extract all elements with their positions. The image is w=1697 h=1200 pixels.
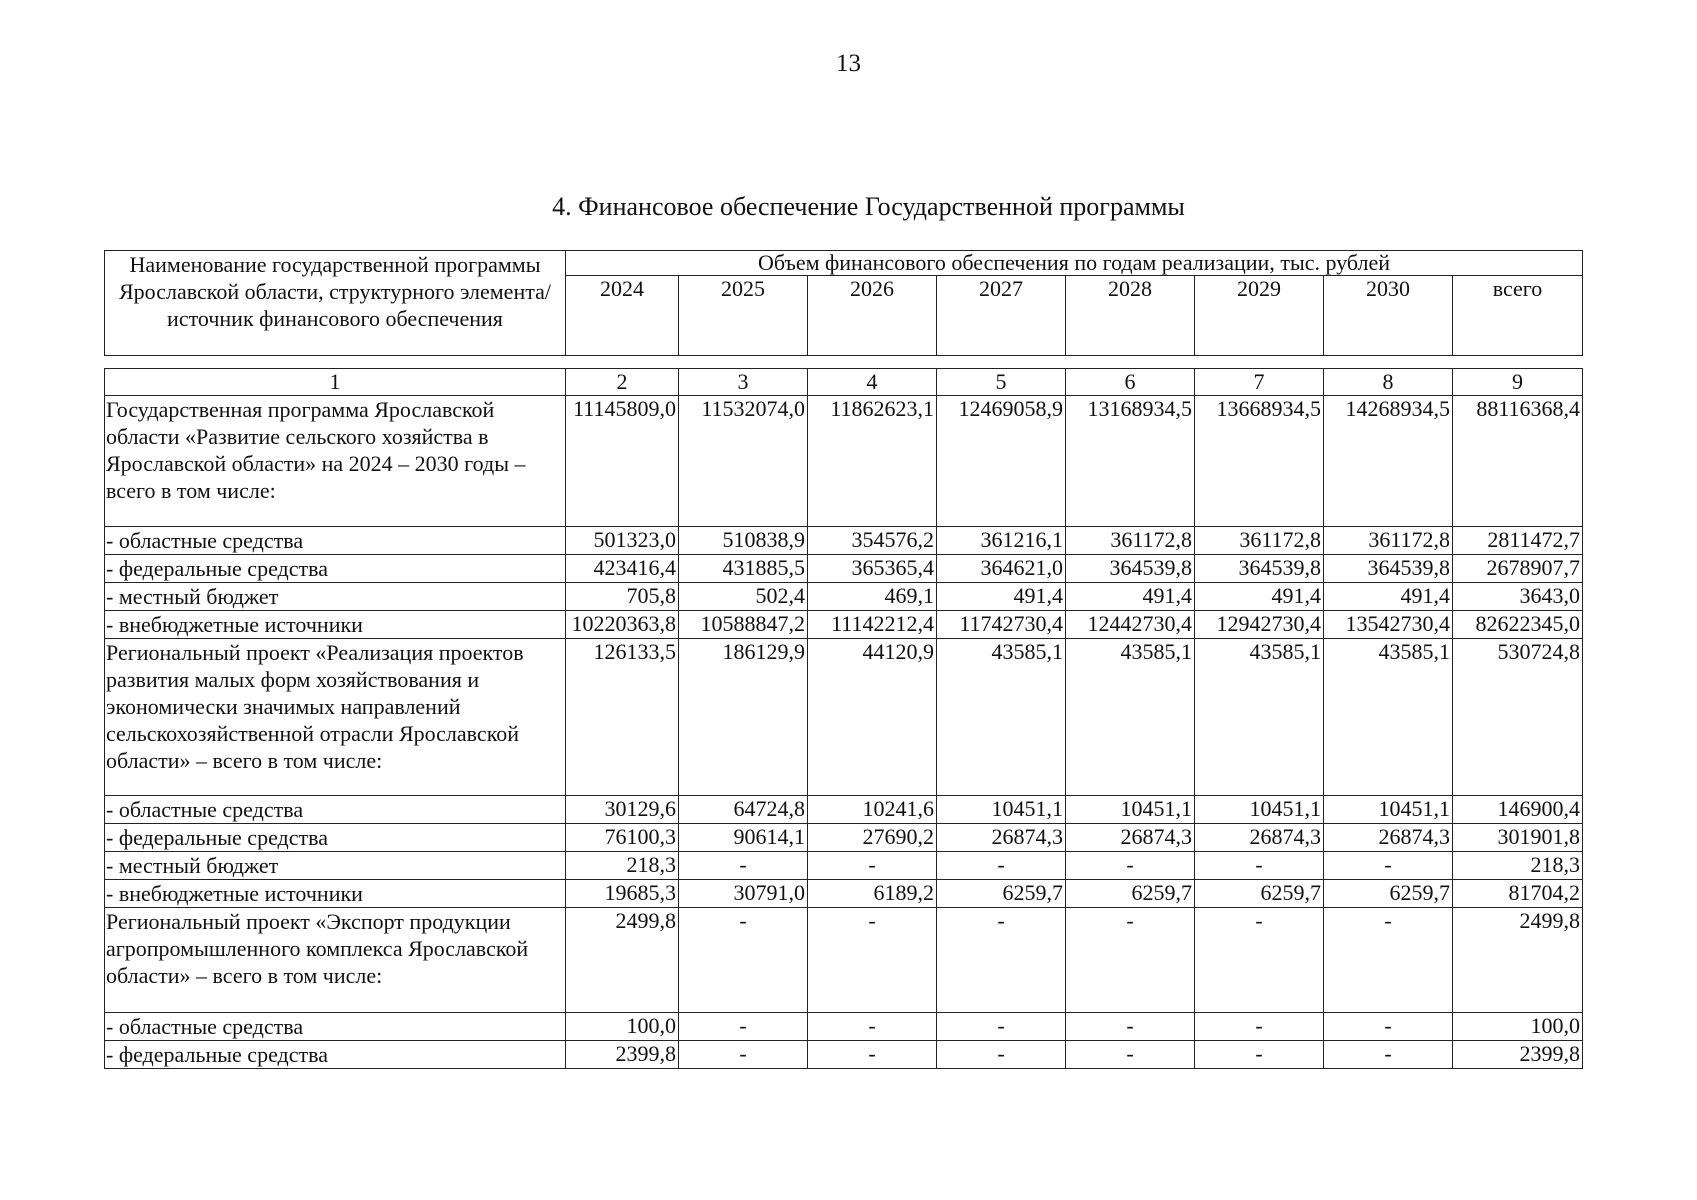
value-cell: 76100,3 [566,824,679,852]
value-cell: 6189,2 [808,880,937,908]
value-cell: - [937,908,1066,1013]
value-cell: 491,4 [1066,583,1195,611]
value-cell: 501323,0 [566,527,679,555]
value-cell: 2399,8 [566,1041,679,1069]
value-cell: 11862623,1 [808,396,937,527]
value-cell: 26874,3 [1066,824,1195,852]
value-cell: 6259,7 [937,880,1066,908]
value-cell: - [1195,1041,1324,1069]
row-label: - местный бюджет [105,583,566,611]
value-cell: 2399,8 [1453,1041,1583,1069]
value-cell: 126133,5 [566,639,679,796]
value-cell: - [679,1041,808,1069]
value-cell: - [808,1041,937,1069]
row-label: - внебюджетные источники [105,611,566,639]
value-cell: 469,1 [808,583,937,611]
value-cell: - [679,852,808,880]
value-cell: 10451,1 [937,796,1066,824]
row-label: Региональный проект «Реализация проектов развития малых форм хозяйствования и экономически значимых направлений сельскохозяйственной отрасли Ярославской области» – всего в том числе: [105,639,566,796]
row-label: - областные средства [105,527,566,555]
value-cell: 10588847,2 [679,611,808,639]
value-cell: 43585,1 [1066,639,1195,796]
year-header: 2028 [1066,276,1195,356]
value-cell: 510838,9 [679,527,808,555]
value-cell: 365365,4 [808,555,937,583]
year-header: 2025 [679,276,808,356]
value-cell: 530724,8 [1453,639,1583,796]
value-cell: 88116368,4 [1453,396,1583,527]
column-index: 2 [566,369,679,396]
value-cell: - [1324,852,1453,880]
column-index: 3 [679,369,808,396]
value-cell: 11742730,4 [937,611,1066,639]
year-header: 2024 [566,276,679,356]
row-label: - федеральные средства [105,824,566,852]
column-index: 6 [1066,369,1195,396]
column-index: 7 [1195,369,1324,396]
row-label: - областные средства [105,796,566,824]
table-row [105,1041,1583,1069]
column-index-row [105,369,1583,396]
value-cell: 6259,7 [1195,880,1324,908]
value-cell: 502,4 [679,583,808,611]
value-cell: 12942730,4 [1195,611,1324,639]
year-header: 2027 [937,276,1066,356]
row-label: - внебюджетные источники [105,880,566,908]
value-cell: - [937,1041,1066,1069]
value-cell: 81704,2 [1453,880,1583,908]
row-label: Государственная программа Ярославской области «Развитие сельского хозяйства в Ярославской области» на 2024 – 2030 годы – всего в том числе: [105,396,566,527]
value-cell: 12442730,4 [1066,611,1195,639]
total-header: всего [1453,276,1583,356]
year-header: 2029 [1195,276,1324,356]
value-cell: 2499,8 [1453,908,1583,1013]
value-cell: 11532074,0 [679,396,808,527]
value-cell: 64724,8 [679,796,808,824]
table-row [105,852,1583,880]
row-label: - местный бюджет [105,852,566,880]
row-label: - областные средства [105,1013,566,1041]
value-cell: 218,3 [1453,852,1583,880]
table-row [105,908,1583,1013]
value-cell: - [1066,1013,1195,1041]
value-cell: 431885,5 [679,555,808,583]
value-cell: - [1066,1041,1195,1069]
row-label: - федеральные средства [105,1041,566,1069]
value-cell: 6259,7 [1066,880,1195,908]
value-cell: 43585,1 [1324,639,1453,796]
row-label: - федеральные средства [105,555,566,583]
value-cell: 11142212,4 [808,611,937,639]
value-cell: 10451,1 [1195,796,1324,824]
value-cell: 13168934,5 [1066,396,1195,527]
value-cell: 30791,0 [679,880,808,908]
value-cell: 100,0 [566,1013,679,1041]
value-cell: 364621,0 [937,555,1066,583]
value-cell: 2678907,7 [1453,555,1583,583]
value-cell: - [808,1013,937,1041]
value-cell: 423416,4 [566,555,679,583]
table-row [105,880,1583,908]
value-cell: 364539,8 [1066,555,1195,583]
value-cell: 491,4 [1195,583,1324,611]
value-cell: - [1195,908,1324,1013]
value-cell: 14268934,5 [1324,396,1453,527]
value-cell: - [808,908,937,1013]
table-header [104,250,1583,356]
value-cell: - [679,1013,808,1041]
value-cell: 2499,8 [566,908,679,1013]
value-cell: 3643,0 [1453,583,1583,611]
table-row [105,527,1583,555]
value-cell: 26874,3 [1195,824,1324,852]
value-cell: 13542730,4 [1324,611,1453,639]
value-cell: 19685,3 [566,880,679,908]
volume-header: Объем финансового обеспечения по годам реализации, тыс. рублей [566,251,1583,276]
page-number: 13 [836,50,861,77]
value-cell: - [808,852,937,880]
value-cell: 26874,3 [937,824,1066,852]
value-cell: 30129,6 [566,796,679,824]
value-cell: 2811472,7 [1453,527,1583,555]
value-cell: 361172,8 [1195,527,1324,555]
value-cell: 491,4 [1324,583,1453,611]
year-header: 2030 [1324,276,1453,356]
column-index: 5 [937,369,1066,396]
value-cell: - [1324,908,1453,1013]
table-row [105,555,1583,583]
value-cell: - [1195,1013,1324,1041]
value-cell: - [1324,1041,1453,1069]
table-row [105,796,1583,824]
value-cell: 364539,8 [1324,555,1453,583]
value-cell: 10241,6 [808,796,937,824]
value-cell: 44120,9 [808,639,937,796]
value-cell: 90614,1 [679,824,808,852]
table-row [105,583,1583,611]
value-cell: - [937,852,1066,880]
value-cell: 6259,7 [1324,880,1453,908]
column-index: 9 [1453,369,1583,396]
value-cell: 361172,8 [1324,527,1453,555]
value-cell: 82622345,0 [1453,611,1583,639]
value-cell: 100,0 [1453,1013,1583,1041]
value-cell: 361216,1 [937,527,1066,555]
column-index: 8 [1324,369,1453,396]
value-cell: 10220363,8 [566,611,679,639]
value-cell: 186129,9 [679,639,808,796]
value-cell: 13668934,5 [1195,396,1324,527]
column-index: 4 [808,369,937,396]
value-cell: 705,8 [566,583,679,611]
year-header: 2026 [808,276,937,356]
table-row [105,396,1583,527]
value-cell: - [1195,852,1324,880]
value-cell: - [1066,852,1195,880]
value-cell: 491,4 [937,583,1066,611]
name-column-header: Наименование государственной программы Ярославской области, структурного элемента/ источник финансового обеспечения [105,251,566,356]
table-row [105,824,1583,852]
column-index: 1 [105,369,566,396]
value-cell: - [937,1013,1066,1041]
value-cell: 10451,1 [1324,796,1453,824]
value-cell: 301901,8 [1453,824,1583,852]
value-cell: 354576,2 [808,527,937,555]
value-cell: 27690,2 [808,824,937,852]
section-title: 4. Финансовое обеспечение Государственной программы [552,192,1185,221]
value-cell: 10451,1 [1066,796,1195,824]
value-cell: 364539,8 [1195,555,1324,583]
table-row [105,1013,1583,1041]
financing-table [104,368,1583,1069]
value-cell: - [679,908,808,1013]
value-cell: 26874,3 [1324,824,1453,852]
row-label: Региональный проект «Экспорт продукции агропромышленного комплекса Ярославской области» – всего в том числе: [105,908,566,1013]
value-cell: - [1066,908,1195,1013]
table-row [105,611,1583,639]
value-cell: 146900,4 [1453,796,1583,824]
value-cell: 11145809,0 [566,396,679,527]
value-cell: 361172,8 [1066,527,1195,555]
value-cell: - [1324,1013,1453,1041]
value-cell: 43585,1 [1195,639,1324,796]
value-cell: 43585,1 [937,639,1066,796]
value-cell: 12469058,9 [937,396,1066,527]
table-row [105,639,1583,796]
value-cell: 218,3 [566,852,679,880]
